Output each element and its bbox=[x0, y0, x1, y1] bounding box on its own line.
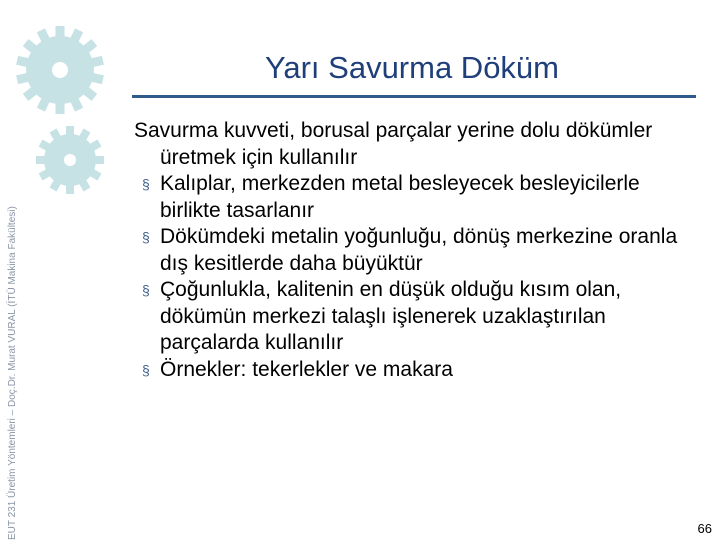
intro-text: Savurma kuvveti, borusal parçalar yerine dolu dökümler üretmek için kullanılır bbox=[134, 119, 653, 169]
list-item bbox=[134, 357, 704, 384]
gear-icon bbox=[16, 26, 104, 114]
list-item bbox=[134, 224, 704, 277]
bullet-text: Kalıplar, merkezden metal besleyecek besleyicilerle birlikte tasarlanır bbox=[160, 172, 640, 222]
bullet-icon: § bbox=[142, 176, 150, 192]
gears-decoration bbox=[0, 0, 130, 240]
bullet-icon: § bbox=[142, 282, 150, 298]
side-caption-text: EUT 231 Üretim Yöntemleri – Doç.Dr. Murat VURAL (İTÜ Makina Fakültesi) bbox=[7, 206, 18, 540]
bullet-text: Çoğunlukla, kalitenin en düşük olduğu kısım olan, dökümün merkezi talaşlı işlenerek uzaklaştırılan parçalarda kullanılır bbox=[160, 278, 622, 354]
list-item bbox=[134, 171, 704, 224]
bullet-icon: § bbox=[142, 229, 150, 245]
title-divider bbox=[132, 95, 696, 98]
gear-icon bbox=[36, 126, 104, 194]
bullet-icon: § bbox=[142, 361, 150, 378]
bullet-text: Dökümdeki metalin yoğunluğu, dönüş merkezine oranla dış kesitlerde daha büyüktür bbox=[160, 225, 678, 275]
side-caption bbox=[0, 0, 18, 540]
list-item bbox=[134, 277, 704, 357]
bullet-text: Örnekler: tekerlekler ve makara bbox=[160, 357, 453, 381]
slide-title: Yarı Savurma Döküm bbox=[264, 50, 559, 85]
slide-body bbox=[134, 118, 704, 383]
page-number: 66 bbox=[697, 521, 712, 536]
